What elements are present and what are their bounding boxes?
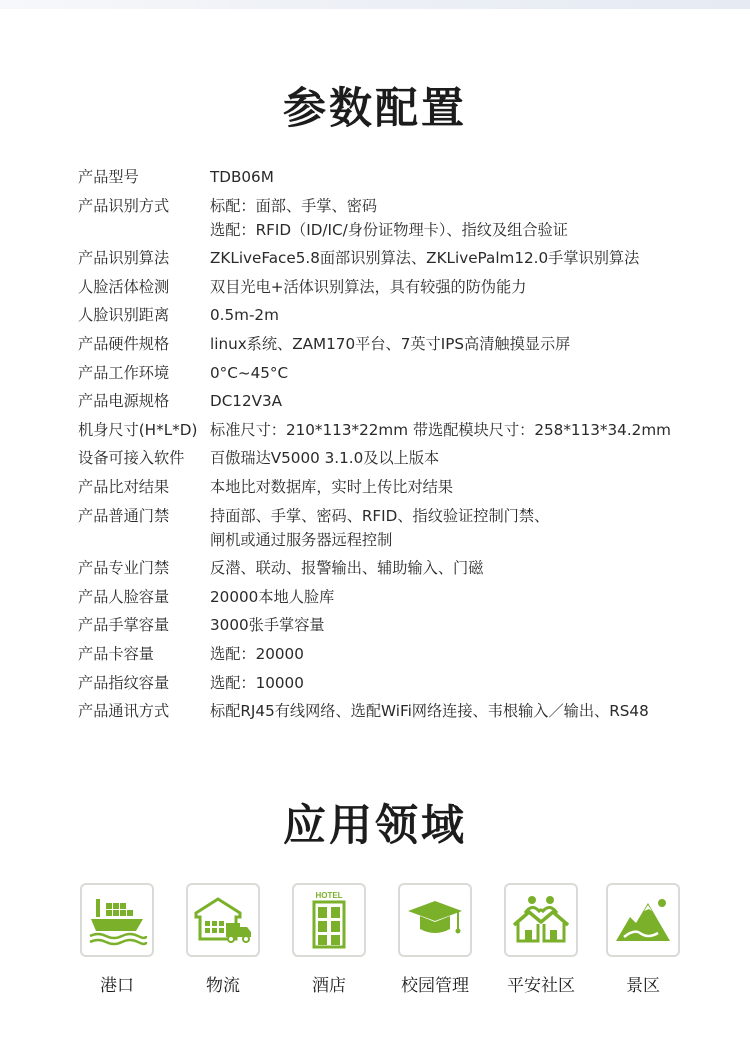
- spec-row: [78, 418, 728, 442]
- spec-value-line: 标准尺寸：210*113*22mm 带选配模块尺寸：258*113*34.2mm: [210, 420, 671, 439]
- spec-value-line: 选配：20000: [210, 644, 304, 663]
- spec-value-line: 百傲瑞达V5000 3.1.0及以上版本: [210, 449, 440, 468]
- spec-row: [78, 389, 728, 413]
- spec-table: [78, 165, 728, 728]
- application-port-tile: [80, 883, 154, 957]
- spec-value-line: 选配：10000: [210, 673, 304, 692]
- application-campus-tile: [398, 883, 472, 957]
- hotel-building-icon: [298, 889, 360, 951]
- spec-value-line: ZKLiveFace5.8面部识别算法、ZKLivePalm12.0手掌识别算法: [210, 249, 640, 268]
- application-community: [501, 883, 581, 996]
- application-hotel-tile: [292, 883, 366, 957]
- spec-value-line: DC12V3A: [210, 392, 283, 411]
- spec-value: [210, 613, 728, 637]
- spec-value-line: 反潜、联动、报警输出、辅助输入、门磁: [210, 559, 484, 578]
- application-campus: [395, 883, 475, 996]
- application-scenic-tile: [606, 883, 680, 957]
- application-label: 物流: [206, 976, 240, 996]
- community-houses-icon: [510, 889, 572, 951]
- spec-label: 产品指纹容量: [78, 673, 170, 692]
- application-label: 景区: [626, 976, 660, 996]
- spec-value: [210, 303, 728, 327]
- spec-label: 产品通讯方式: [78, 702, 170, 721]
- spec-value-line: 选配：RFID（ID/IC/身份证物理卡）、指纹及组合验证: [210, 220, 568, 239]
- spec-label: 人脸识别距离: [78, 306, 170, 325]
- spec-label: 产品硬件规格: [78, 334, 170, 353]
- spec-row: [78, 475, 728, 499]
- spec-row: [78, 556, 728, 580]
- spec-label: 产品电源规格: [78, 392, 170, 411]
- spec-value-line: 闸机或通过服务器远程控制: [210, 530, 393, 549]
- applications-list: [0, 883, 750, 1003]
- graduation-cap-icon: [404, 889, 466, 951]
- spec-value: [210, 699, 728, 723]
- application-label: 校园管理: [401, 976, 469, 996]
- spec-label: 产品专业门禁: [78, 559, 170, 578]
- spec-value: [210, 585, 728, 609]
- spec-value: [210, 418, 728, 442]
- application-label: 平安社区: [507, 976, 575, 996]
- spec-value: [210, 165, 728, 189]
- top-gradient-bar: [0, 0, 750, 9]
- application-scenic: [603, 883, 683, 996]
- application-port: [77, 883, 157, 996]
- spec-value: [210, 361, 728, 385]
- spec-value-line: 标配：面部、手掌、密码: [210, 196, 378, 215]
- spec-row: [78, 246, 728, 270]
- application-community-tile: [504, 883, 578, 957]
- spec-row: [78, 165, 728, 189]
- spec-row: [78, 303, 728, 327]
- spec-row: [78, 275, 728, 299]
- spec-value: [210, 446, 728, 470]
- spec-label: 产品识别算法: [78, 249, 170, 268]
- spec-value-line: 本地比对数据库，实时上传比对结果: [210, 477, 453, 496]
- spec-row: [78, 699, 728, 723]
- spec-row: [78, 671, 728, 695]
- spec-value: [210, 671, 728, 695]
- applications-section-title: 应用领域: [283, 801, 467, 851]
- spec-label: 设备可接入软件: [78, 449, 185, 468]
- application-label: 酒店: [312, 976, 346, 996]
- spec-value: [210, 475, 728, 499]
- spec-value-line: 0.5m-2m: [210, 306, 279, 325]
- spec-row: [78, 194, 728, 242]
- spec-value: [210, 332, 728, 356]
- ship-icon: [86, 889, 148, 951]
- spec-value: [210, 275, 728, 299]
- spec-row: [78, 332, 728, 356]
- spec-label: 产品手掌容量: [78, 616, 170, 635]
- spec-label: 产品工作环境: [78, 363, 170, 382]
- spec-row: [78, 446, 728, 470]
- spec-value-line: 20000本地人脸库: [210, 587, 335, 606]
- spec-value-line: 持面部、手掌、密码、RFID、指纹验证控制门禁、: [210, 506, 550, 525]
- spec-label: 产品普通门禁: [78, 506, 170, 525]
- mountain-scenery-icon: [612, 889, 674, 951]
- spec-label: 产品型号: [78, 168, 139, 186]
- spec-label: 人脸活体检测: [78, 277, 170, 296]
- spec-value-line: 0°C~45°C: [210, 363, 289, 382]
- params-section-title: 参数配置: [283, 84, 467, 134]
- spec-value-line: 3000张手掌容量: [210, 616, 325, 635]
- application-logistics-tile: [186, 883, 260, 957]
- spec-value: [210, 556, 728, 580]
- spec-row: [78, 642, 728, 666]
- spec-value: [210, 194, 728, 242]
- spec-value: [210, 504, 728, 552]
- application-logistics: [183, 883, 263, 996]
- truck-warehouse-icon: [192, 889, 254, 951]
- spec-value-line: linux系统、ZAM170平台、7英寸IPS高清触摸显示屏: [210, 334, 571, 353]
- spec-row: [78, 361, 728, 385]
- spec-value: [210, 642, 728, 666]
- spec-row: [78, 585, 728, 609]
- svg-text:HOTEL: HOTEL: [315, 891, 343, 900]
- spec-row: [78, 613, 728, 637]
- spec-label: 产品识别方式: [78, 196, 170, 215]
- application-label: 港口: [100, 976, 134, 996]
- spec-label: 产品比对结果: [78, 477, 170, 496]
- application-hotel: [289, 883, 369, 996]
- spec-row: [78, 504, 728, 552]
- spec-value: [210, 389, 728, 413]
- spec-value-line: 标配RJ45有线网络、选配WiFi网络连接、韦根输入／输出、RS48: [210, 702, 649, 721]
- spec-label: 机身尺寸(H*L*D): [78, 420, 198, 439]
- spec-value: [210, 246, 728, 270]
- spec-value-line: TDB06M: [210, 168, 274, 186]
- spec-label: 产品卡容量: [78, 644, 154, 663]
- spec-value-line: 双目光电+活体识别算法，具有较强的防伪能力: [210, 277, 527, 296]
- spec-label: 产品人脸容量: [78, 587, 170, 606]
